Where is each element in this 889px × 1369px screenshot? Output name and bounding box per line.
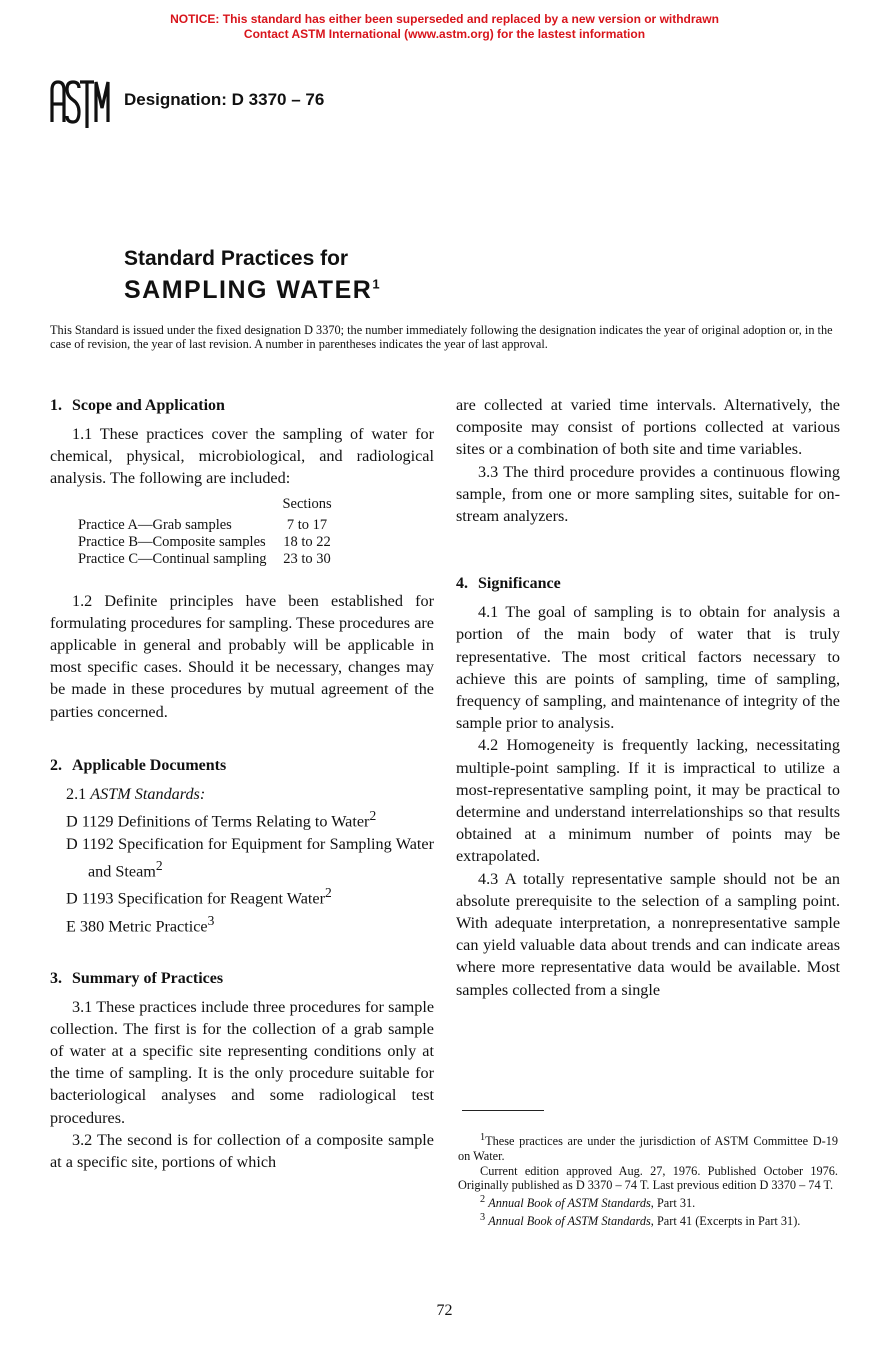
- footnote-text: , Part 41 (Excerpts in Part 31).: [650, 1214, 801, 1229]
- footnote-divider: [462, 1110, 544, 1111]
- practice-name: Practice C—Continual sampling: [78, 550, 267, 567]
- list-item: [50, 882, 434, 910]
- footnote-text: These practices are under the jurisdiction of ASTM Committee D-19 on Water.: [458, 1134, 838, 1163]
- table-row: [78, 517, 332, 534]
- footnote-mark: 2: [480, 1194, 486, 1206]
- ref-footnote-mark: 2: [155, 857, 163, 873]
- footnote-mark: 3: [480, 1212, 486, 1224]
- ref-code: E 380: [66, 917, 105, 936]
- practice-name: Practice B—Composite samples: [78, 533, 266, 550]
- ref-footnote-mark: 2: [324, 885, 332, 901]
- list-item: [50, 805, 434, 833]
- subsection-2-1: [50, 783, 434, 805]
- footnote-italic: Annual Book of ASTM Standards: [488, 1196, 651, 1211]
- left-column: [50, 395, 434, 1173]
- footnote-italic: Annual Book of ASTM Standards: [488, 1214, 651, 1229]
- section-3-number: 3.: [50, 969, 62, 987]
- page-number: 72: [436, 1302, 453, 1319]
- table-row: [78, 534, 332, 551]
- section-4-heading: [456, 573, 840, 595]
- ref-title: Metric Practice: [108, 917, 208, 936]
- section-1-p2: 1.2 Definite principles have been established for formulating procedures for sampling. These procedures are applicable in general and probably will be applicable in most specific cases. Should it be necessary, changes may be made in these procedures by mutual agreement of the parties concerned.: [50, 591, 434, 721]
- footnote-text: , Part 31.: [650, 1196, 696, 1211]
- section-3-heading: [50, 968, 434, 990]
- table-row: [78, 551, 332, 568]
- astm-logo: [49, 78, 111, 130]
- notice-line-1: NOTICE: This standard has either been superseded and replaced by a new version or withdrawn: [170, 12, 719, 26]
- section-4-p1: 4.1 The goal of sampling is to obtain for analysis a portion of the main body of water that is truly representative. The most critical factors necessary to achieve this are points of sampling, time of sampling, frequency of sampling, and maintenance of integrity of the sample prior to analysis.: [456, 603, 840, 733]
- footnote-1: [458, 1131, 838, 1164]
- ref-title: Definitions of Terms Relating to Water: [117, 812, 370, 831]
- section-1-title: Scope and Application: [72, 397, 225, 414]
- section-1-p1: 1.1 These practices cover the sampling of water for chemical, physical, microbiological, and radiological analysis. The following are included:: [50, 425, 434, 488]
- practice-sections: 7 to 17: [286, 516, 328, 533]
- ref-footnote-mark: 3: [207, 913, 215, 929]
- section-1-heading: [50, 395, 434, 417]
- designation: Designation: D 3370 – 76: [124, 90, 325, 109]
- section-3-p2-start: 3.2 The second is for collection of a composite sample at a specific site, portions of which: [50, 1130, 434, 1172]
- practice-sections: 23 to 30: [283, 550, 331, 567]
- practices-header-row: [78, 496, 332, 517]
- section-3-title: Summary of Practices: [72, 969, 224, 987]
- list-item: [50, 910, 434, 938]
- applicable-documents: [50, 783, 434, 938]
- list-item: [50, 833, 434, 883]
- section-2-title: Applicable Documents: [72, 756, 227, 774]
- ref-code: D 1129: [66, 812, 114, 831]
- section-4-p3: 4.3 A totally representative sample should not be an absolute prerequisite to the selection of a sampling point. With adequate interpretation, a nonrepresentative sample can yield valuable data about trends and can indicate areas where more representative data would be available. Most samples collected from a single: [456, 869, 840, 999]
- title-line-1: Standard Practices for: [124, 247, 349, 270]
- practices-table: [78, 496, 332, 568]
- sections-column-header: Sections: [282, 495, 332, 512]
- subsection-number: 2.1: [66, 784, 87, 803]
- ref-code: D 1193: [66, 889, 114, 908]
- title-main: SAMPLING WATER: [124, 276, 373, 304]
- section-3-p1: 3.1 These practices include three procedures for sample collection. The first is for the collection of a grab sample of water at a specific site representing conditions only at the time of sampling. It is the only procedure suitable for bacteriological analyses and some radiological test procedures.: [50, 997, 434, 1127]
- section-1-number: 1.: [50, 397, 62, 414]
- ref-footnote-mark: 2: [369, 808, 377, 824]
- notice-banner: [0, 12, 889, 42]
- ref-title: Specification for Equipment for Sampling Water and Steam: [88, 834, 434, 881]
- section-3-p3: 3.3 The third procedure provides a continuous flowing sample, from one or more sampling sites, suitable for on-stream analyzers.: [456, 462, 840, 526]
- section-4-number: 4.: [456, 575, 468, 593]
- practice-name: Practice A—Grab samples: [78, 516, 232, 533]
- section-4-p2: 4.2 Homogeneity is frequently lacking, necessitating multiple-point sampling. If it is impractical to utilize a most-representative sampling point, it may be practical to determine and understand interrelationships so that results obtained at a minimum number of points may be extrapolated.: [456, 736, 840, 866]
- footnotes: [458, 1131, 838, 1229]
- subsection-title: ASTM Standards:: [90, 784, 206, 803]
- footnote-1-edition: [458, 1164, 838, 1194]
- section-4-title: Significance: [478, 575, 561, 593]
- title-line-2: [124, 276, 380, 305]
- issued-note: This Standard is issued under the fixed designation D 3370; the number immediately following the designation indicates the year of original adoption or, in the case of revision, the year of last revision. A number in parentheses indicates the year of last approval.: [50, 323, 833, 351]
- footnote-2: [458, 1193, 838, 1211]
- footnote-mark: 1: [480, 1132, 486, 1143]
- practice-sections: 18 to 22: [283, 533, 331, 550]
- notice-line-2: Contact ASTM International (www.astm.org) for the lastest information: [243, 27, 646, 41]
- ref-title: Specification for Reagent Water: [117, 889, 325, 908]
- footnote-text: Current edition approved Aug. 27, 1976. Published October 1976. Originally published as D 3370 – 74 T. Last previous edition D 3370 – 74 T.: [458, 1163, 838, 1193]
- right-column: [456, 394, 840, 1001]
- section-3-p2-continued: are collected at varied time intervals. Alternatively, the composite may consist of portions collected at various sites or a combination of both site and time variables.: [456, 396, 840, 459]
- footnote-3: [458, 1211, 838, 1229]
- title-footnote-mark: 1: [372, 276, 380, 292]
- section-2-heading: [50, 755, 434, 777]
- section-2-number: 2.: [50, 756, 62, 774]
- ref-code: D 1192: [66, 834, 114, 853]
